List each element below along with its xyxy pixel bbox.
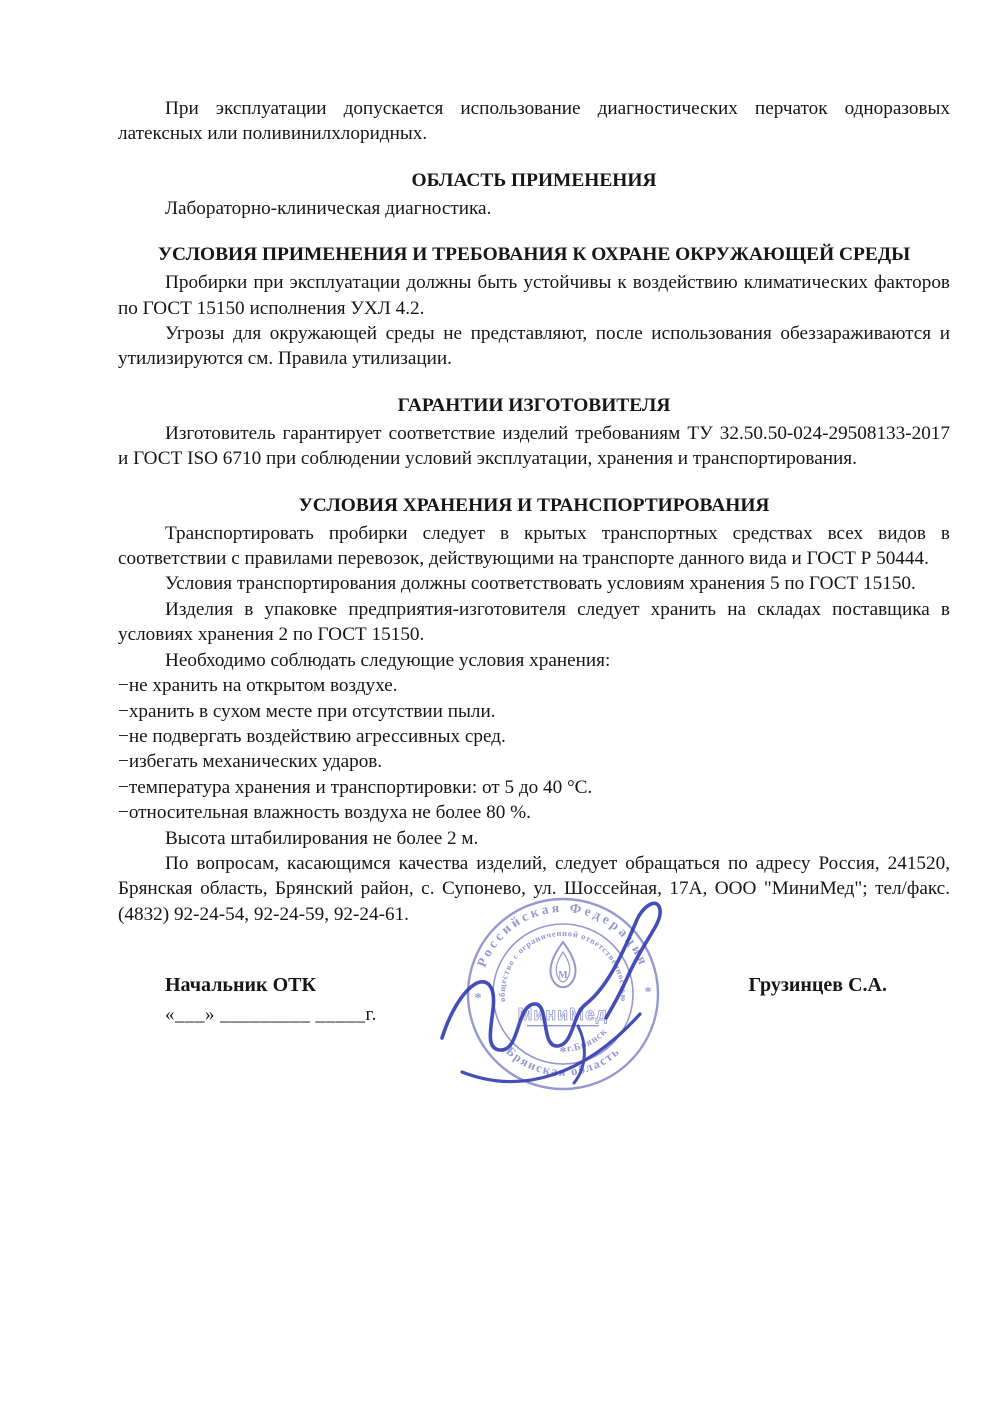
storage-condition-item: −не подвергать воздействию агрессивных сред. — [118, 725, 506, 747]
paragraph: Изделия в упаковке предприятия-изготовителя следует хранить на складах поставщика в условиях хранения 2 по ГОСТ 15150. — [118, 598, 950, 646]
stamp-center-name: МиниМед — [517, 1004, 609, 1024]
paragraph: Необходимо соблюдать следующие условия хранения: — [165, 649, 611, 671]
signoff-name: Грузинцев С.А. — [748, 974, 887, 997]
paragraph: Транспортировать пробирки следует в крытых транспортных средствах всех видов в соответствии с правилами перевозок, действующими на транспорте данного вида и ГОСТ Р 50444. — [118, 522, 950, 570]
signature-block — [118, 974, 950, 1026]
paragraph: Высота штабилирования не более 2 м. — [165, 827, 479, 849]
section-heading: УСЛОВИЯ ПРИМЕНЕНИЯ И ТРЕБОВАНИЯ К ОХРАНЕ ОКРУЖАЮЩЕЙ СРЕДЫ — [157, 244, 911, 266]
paragraph: Изготовитель гарантирует соответствие изделий требованиям ТУ 32.50.50-024-29508133-2017 и ГОСТ ISO 6710 при соблюдении условий эксплуатации, хранения и транспортирования. — [118, 422, 950, 470]
paragraph: Угрозы для окружающей среды не представляют, после использования обеззараживаются и утилизируются см. Правила утилизации. — [118, 323, 950, 370]
stamp-logo-letter: М — [558, 970, 568, 981]
paragraph: Пробирки при эксплуатации должны быть устойчивы к воздействию климатических факторов по ГОСТ 15150 исполнения УХЛ 4.2. — [118, 272, 950, 319]
stamp-inner-ring-text: общество с ограниченной ответственностью — [496, 927, 630, 1003]
section-heading: ОБЛАСТЬ ПРИМЕНЕНИЯ — [411, 169, 657, 191]
stamp-city-text: г.Брянск — [566, 1026, 610, 1055]
paragraph: Условия транспортирования должны соответствовать условиям хранения 5 по ГОСТ 15150. — [165, 573, 916, 595]
paragraph: Лабораторно-клиническая диагностика. — [165, 197, 492, 219]
intro-paragraph: При эксплуатации допускается использование диагностических перчаток одноразовых латексных или поливинилхлоридных. — [118, 98, 950, 145]
stamp-star-bottom: * — [559, 1045, 567, 1060]
sections-container — [118, 168, 950, 927]
stamp-star-right: * — [644, 985, 652, 1000]
storage-condition-item: −избегать механических ударов. — [118, 751, 383, 773]
storage-condition-item: −относительная влажность воздуха не более 80 %. — [118, 802, 531, 824]
stamp-star-left: * — [474, 991, 482, 1006]
storage-condition-item: −не хранить на открытом воздухе. — [118, 675, 398, 697]
section-heading: УСЛОВИЯ ХРАНЕНИЯ И ТРАНСПОРТИРОВАНИЯ — [298, 494, 770, 516]
stamp-outer-top-text: Российская Федерация — [473, 899, 653, 970]
storage-condition-item: −хранить в сухом месте при отсутствии пыли. — [118, 700, 496, 722]
storage-condition-item: −температура хранения и транспортировки: от 5 до 40 °С. — [118, 776, 593, 798]
signoff-title: Начальник ОТК — [165, 974, 316, 997]
paragraph: По вопросам, касающимся качества изделий, следует обращаться по адресу Россия, 241520, Брянская область, Брянский район, с. Супонево, ул. Шоссейная, 17А, ООО "МиниМед"; тел/факс. (4832) 92-24-54, 92-24-59, 92-24-61. — [118, 852, 950, 925]
stamp-outer-bottom-text: Брянская область — [503, 1043, 623, 1079]
section-heading: ГАРАНТИИ ИЗГОТОВИТЕЛЯ — [397, 394, 671, 416]
signoff-left-column — [165, 974, 377, 1026]
signoff-date-line: «___» _________ _____г. — [165, 1004, 377, 1026]
